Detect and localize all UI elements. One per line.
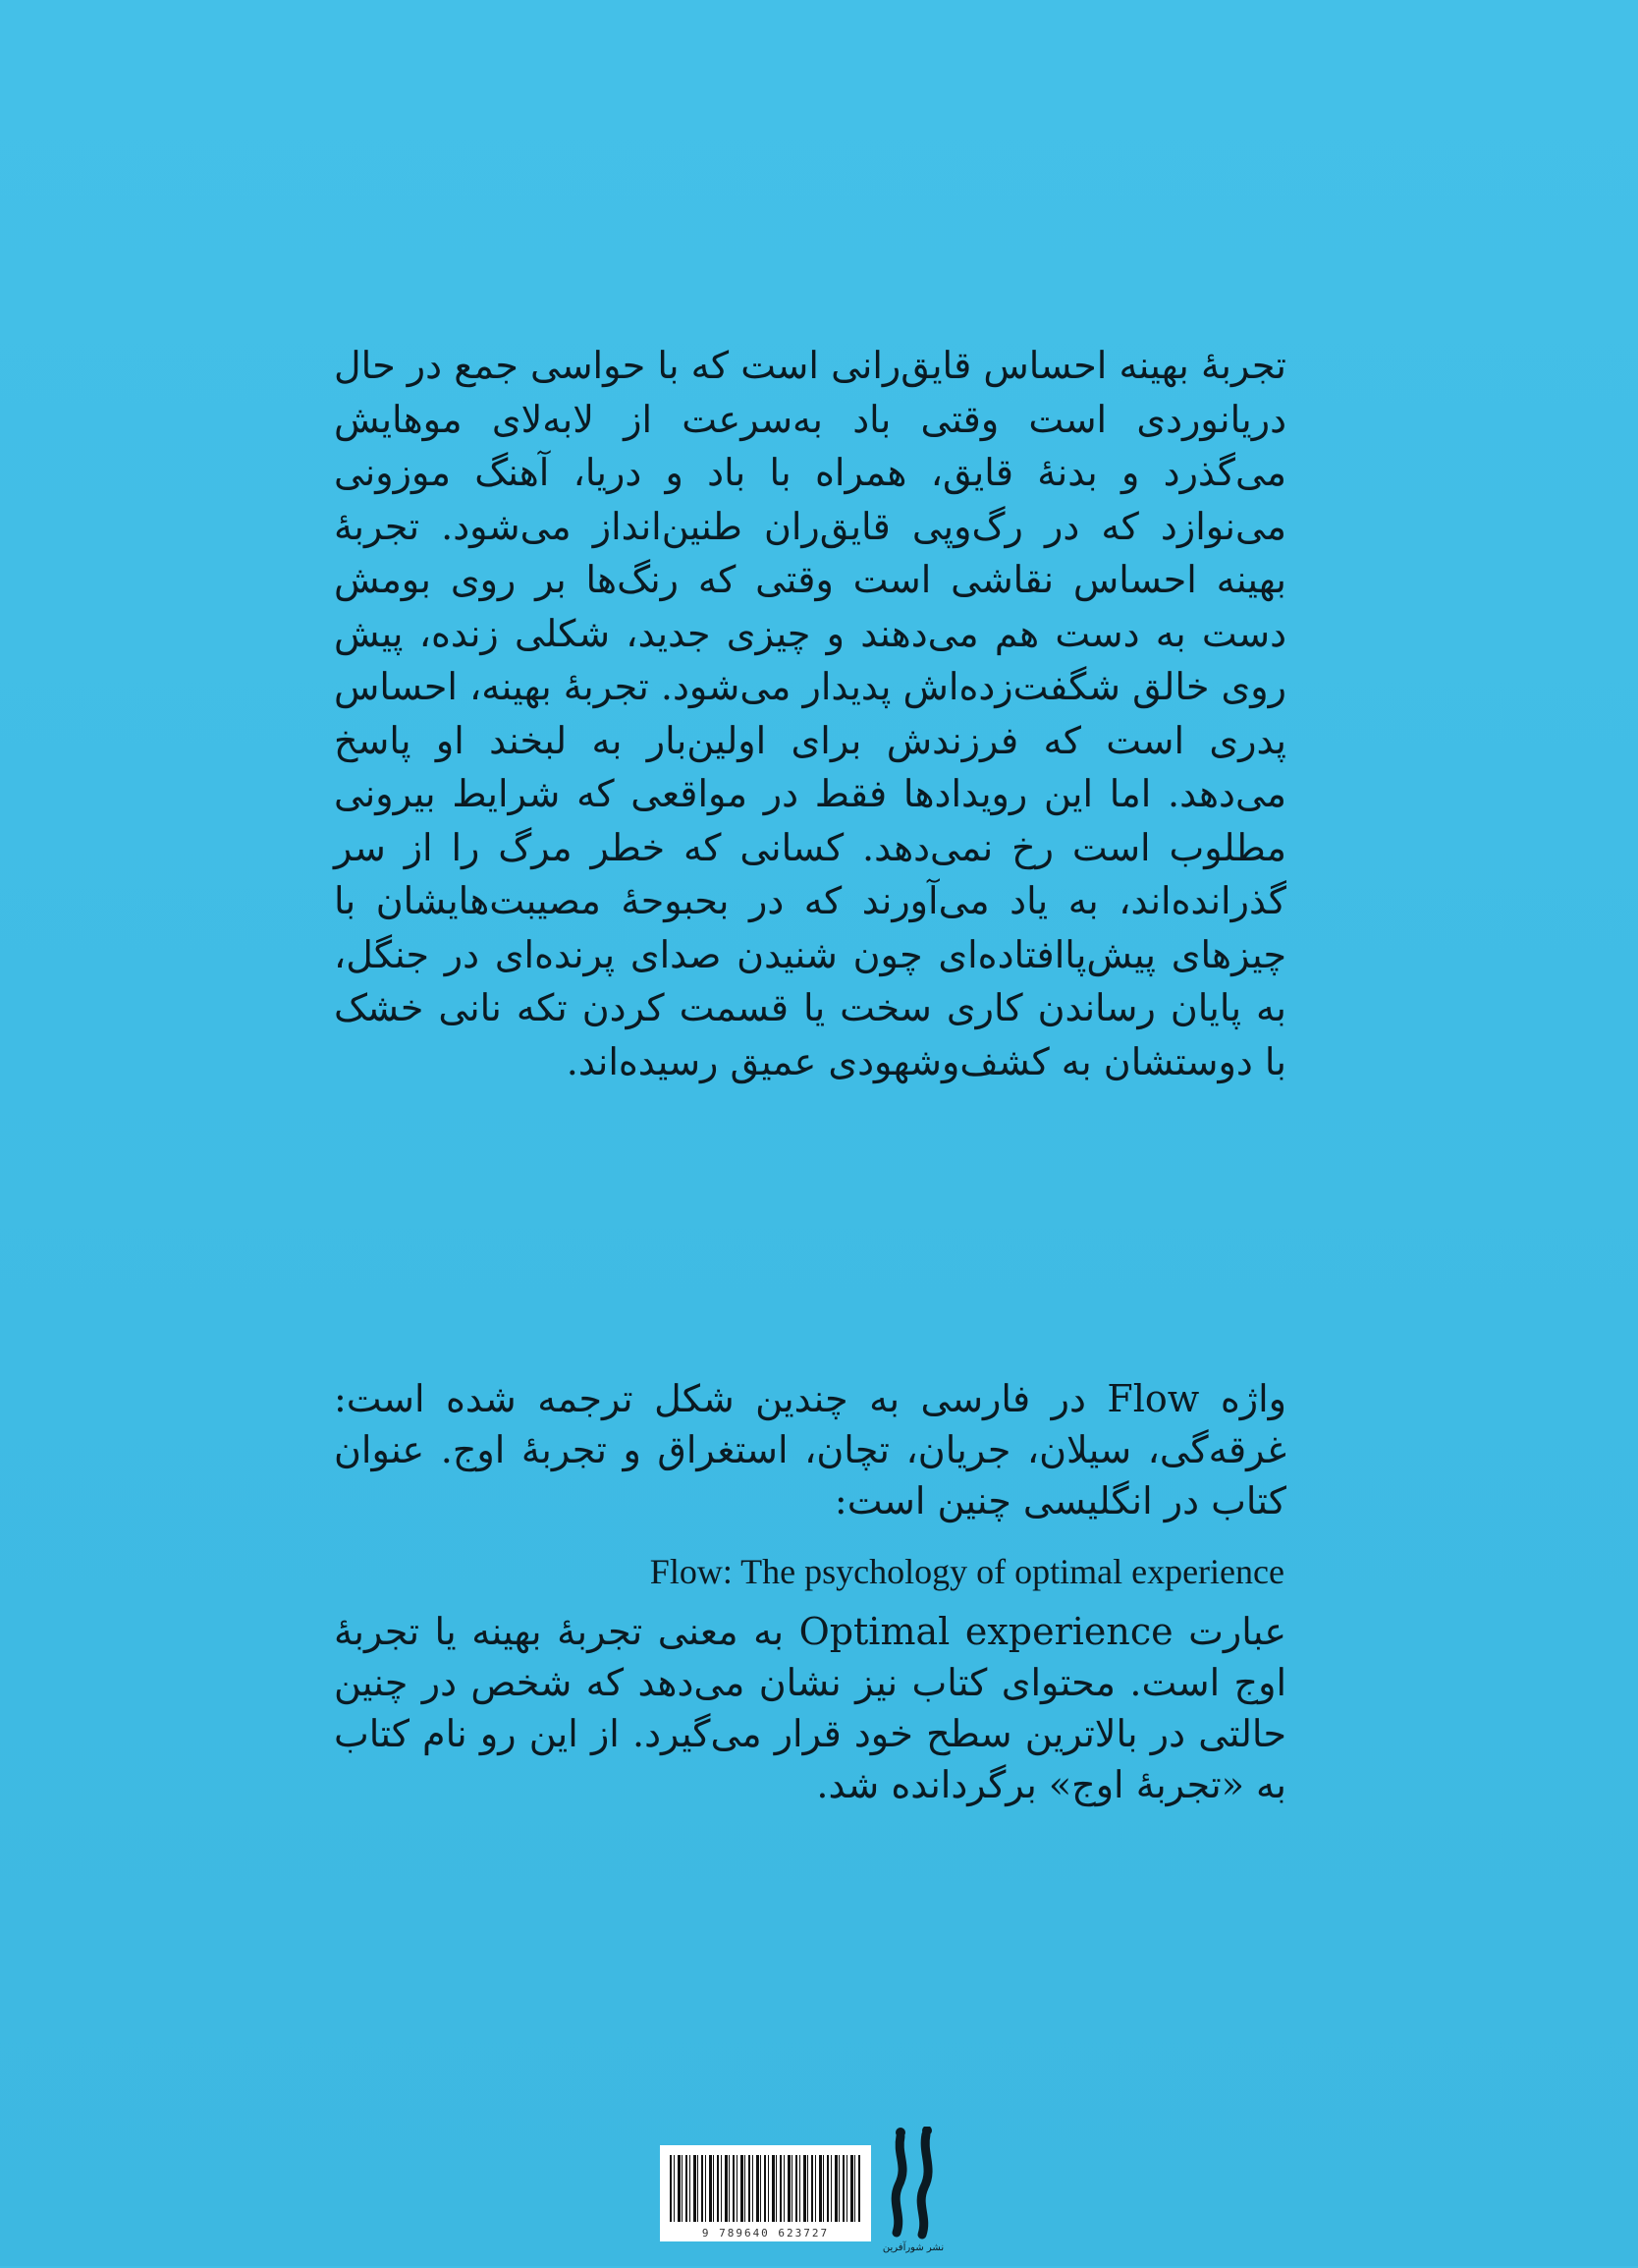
description-paragraph-1: تجربهٔ بهینه احساس قایق‌رانی است که با حواسی جمع در حال دریانوردی است وقتی باد به‌سرعت از لابه‌لای موهایش می‌گذرد و بدنهٔ قایق، همراه با باد و دریا، آهنگ موزونی می‌نوازد که در رگ‌وپی قایق‌ران طنین‌انداز می‌شود. تجربهٔ بهینه احساس نقاشی است وقتی که رنگ‌ها بر روی بومش دست به دست هم می‌دهند و چیزی جدید، شکلی زنده، پیش روی خالق شگفت‌زده‌اش پدیدار می‌شود. تجربهٔ بهینه، احساس پدری است که فرزندش برای اولین‌بار به لبخند او پاسخ می‌دهد. اما این رویدادها فقط در مواقعی که شرایط بیرونی مطلوب است رخ نمی‌دهد. کسانی که خطر مرگ را از سر گذرانده‌اند، به یاد می‌آورند که در بحبوحهٔ مصیبت‌هایشان با چیزهای پیش‌پاافتاده‌ای چون شنیدن صدای پرنده‌ای در جنگل، به پایان رساندن کاری سخت یا قسمت کردن تکه نانی خشک با دوستشان به کشف‌وشهودی عمیق رسیده‌اند.	[334, 344, 1286, 1083]
publisher-name: نشر شورآفرین	[882, 2242, 945, 2253]
barcode-digits: 9 789640 623727	[701, 2227, 830, 2240]
description-paragraph-3: عبارت Optimal experience به معنی تجربهٔ بهینه یا تجربهٔ اوج است. محتوای کتاب نیز نشان می‌دهد که شخص در چنین حالتی در بالاترین سطح خود قرار می‌گیرد. از این رو نام کتاب به «تجربهٔ اوج» برگردانده شد.	[334, 1610, 1286, 1806]
english-book-title: Flow: The psychology of optimal experience	[649, 1552, 1284, 1591]
barcode-bars	[670, 2155, 861, 2222]
description-paragraph-2: واژه Flow در فارسی به چندین شکل ترجمه شده است: غرقه‌گی، سیلان، جریان، تچان، استغراق و تجربهٔ اوج. عنوان کتاب در انگلیسی چنین است:	[334, 1377, 1286, 1522]
barcode-icon	[660, 2145, 871, 2241]
publisher-logo-icon	[879, 2127, 948, 2264]
